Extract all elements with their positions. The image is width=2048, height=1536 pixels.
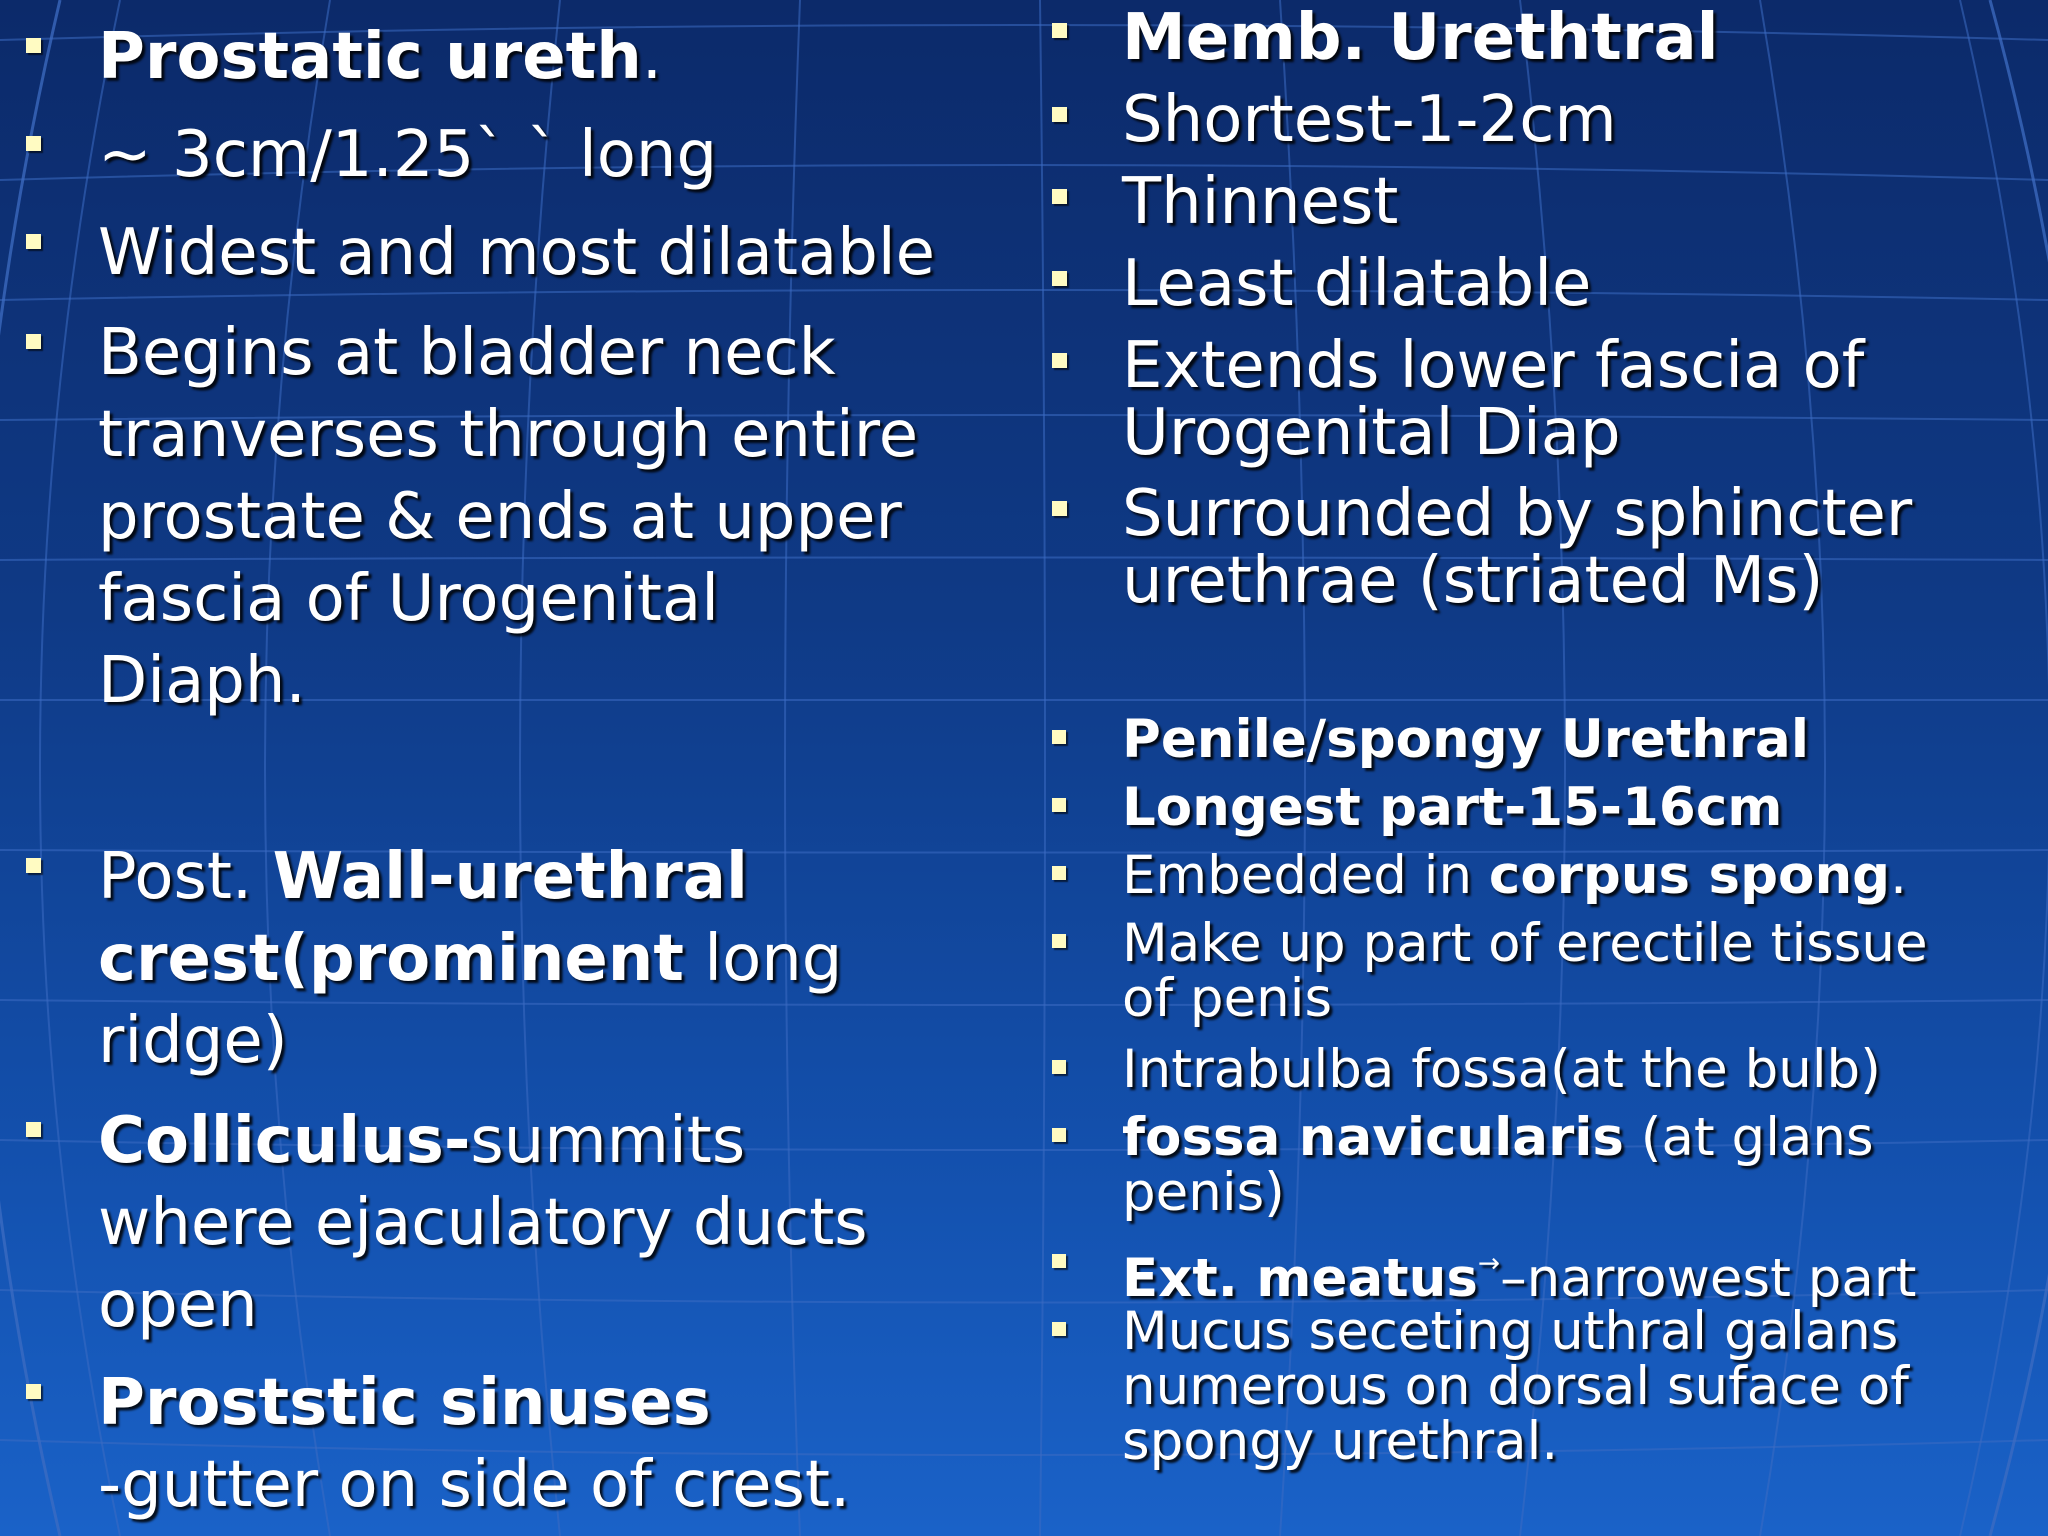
- bold-text: Proststic sinuses: [98, 1366, 711, 1440]
- plain-text: Diaph.: [98, 644, 306, 718]
- text-line: [98, 16, 662, 98]
- plain-text: Mucus seceting uthral galans: [1122, 1301, 1899, 1362]
- plain-text: urethrae (striated Ms): [1122, 544, 1824, 618]
- square-bullet-icon: [26, 234, 41, 249]
- plain-text: ridge): [98, 1004, 288, 1078]
- square-bullet-icon: [26, 1122, 41, 1137]
- plain-text: where ejaculatory ducts: [98, 1186, 868, 1260]
- bullet-text: [98, 1100, 868, 1346]
- text-line: [98, 394, 918, 476]
- bullet-text: [1122, 477, 1913, 618]
- bullet-text: [1122, 777, 1783, 838]
- square-bullet-icon: [1052, 1322, 1066, 1336]
- text-line: [98, 1444, 850, 1526]
- square-bullet-icon: [1052, 798, 1066, 812]
- bullet-text: [1122, 83, 1617, 157]
- plain-text: Begins at bladder neck: [98, 316, 836, 390]
- text-line: [98, 836, 842, 918]
- bullet-text: [1122, 913, 1928, 1029]
- plain-text: Shortest-1-2cm: [1122, 83, 1617, 157]
- bullet-text: [1122, 1039, 1881, 1100]
- plain-text: .: [1890, 845, 1907, 906]
- text-line: [1122, 777, 1783, 838]
- text-line: [98, 640, 918, 722]
- text-line: [1122, 83, 1617, 157]
- text-line: [1122, 477, 1913, 551]
- bullet-text: [98, 836, 842, 1082]
- text-line: [98, 1100, 868, 1182]
- plain-text: Embedded in: [1122, 845, 1489, 906]
- plain-text: Intrabulba fossa(at the bulb): [1122, 1039, 1881, 1100]
- plain-text: spongy urethral.: [1122, 1411, 1559, 1472]
- plain-text: fascia of Urogenital: [98, 562, 719, 636]
- square-bullet-icon: [1052, 1128, 1066, 1142]
- bullet-text: [1122, 709, 1809, 770]
- bold-text: corpus spong: [1488, 845, 1891, 906]
- plain-text: Least dilatable: [1122, 247, 1592, 321]
- square-bullet-icon: [1052, 501, 1067, 516]
- square-bullet-icon: [26, 136, 41, 151]
- text-line: [1122, 1162, 1874, 1223]
- plain-text: numerous on dorsal suface of: [1122, 1356, 1909, 1417]
- square-bullet-icon: [1052, 730, 1066, 744]
- bold-text: Colliculus-: [98, 1104, 471, 1178]
- text-line: [1122, 165, 1399, 239]
- text-line: [1122, 709, 1809, 770]
- text-line: [1122, 1, 1719, 75]
- plain-text: ~ 3cm/1.25` ` long: [98, 118, 718, 192]
- square-bullet-icon: [26, 38, 41, 53]
- bullet-text: [98, 114, 717, 196]
- bullet-text: [1122, 247, 1592, 321]
- bullet-text: [1122, 1, 1719, 75]
- plain-text: tranverses through entire: [98, 398, 919, 472]
- bold-text: Ext. meatus: [1122, 1247, 1478, 1309]
- plain-text: .: [641, 20, 663, 94]
- bullet-text: [98, 16, 662, 98]
- text-line: [1122, 329, 1865, 403]
- plain-text: –narrowest part: [1500, 1247, 1917, 1309]
- text-line: [1122, 396, 1864, 470]
- text-line: [1122, 968, 1928, 1029]
- plain-text: Post.: [98, 840, 273, 914]
- square-bullet-icon: [1052, 1060, 1066, 1074]
- plain-text: open: [98, 1268, 258, 1342]
- plain-text: -gutter on side of crest.: [98, 1448, 851, 1522]
- bullet-text: [98, 1362, 850, 1526]
- text-line: [98, 1264, 868, 1346]
- plain-text: Surrounded by sphincter: [1122, 477, 1913, 551]
- bold-text: Wall-urethral: [272, 840, 748, 914]
- text-line: [1122, 1301, 1909, 1362]
- plain-text: prostate & ends at upper: [98, 480, 902, 554]
- text-line: [98, 114, 717, 196]
- plain-text: Urogenital Diap: [1122, 396, 1621, 470]
- bullet-text: [1122, 165, 1399, 239]
- square-bullet-icon: [1052, 934, 1066, 948]
- bullet-text: [98, 212, 935, 294]
- bold-text: Prostatic ureth: [98, 20, 642, 94]
- text-line: [1122, 1411, 1909, 1472]
- bullet-text: [98, 312, 918, 722]
- text-line: [98, 312, 918, 394]
- text-line: [1122, 1107, 1874, 1168]
- plain-text: →: [1477, 1248, 1501, 1279]
- plain-text: Thinnest: [1122, 165, 1399, 239]
- square-bullet-icon: [1052, 1254, 1066, 1268]
- text-line: [1122, 544, 1912, 618]
- plain-text: (at glans: [1623, 1107, 1874, 1168]
- plain-text: penis): [1122, 1162, 1285, 1223]
- text-line: [98, 476, 918, 558]
- text-line: [98, 1362, 850, 1444]
- text-line: [1122, 1039, 1881, 1100]
- text-line: [1122, 1356, 1909, 1417]
- plain-text: Widest and most dilatable: [98, 216, 935, 290]
- square-bullet-icon: [1052, 23, 1067, 38]
- plain-text: summits: [470, 1104, 746, 1178]
- bold-text: Memb. Urethtral: [1122, 1, 1719, 75]
- text-line: [98, 918, 842, 1000]
- square-bullet-icon: [26, 858, 41, 873]
- bullet-text: [1122, 1236, 1917, 1309]
- bullet-text: [1122, 1301, 1909, 1472]
- text-line: [1122, 247, 1592, 321]
- bold-text: Longest part-15-16cm: [1122, 777, 1783, 838]
- text-line: [1122, 1236, 1917, 1309]
- plain-text: long: [683, 922, 843, 996]
- bold-text: Penile/spongy Urethral: [1122, 709, 1809, 770]
- bullet-text: [1122, 329, 1865, 470]
- square-bullet-icon: [26, 334, 41, 349]
- text-line: [98, 558, 918, 640]
- square-bullet-icon: [1052, 866, 1066, 880]
- square-bullet-icon: [1052, 353, 1067, 368]
- text-line: [98, 212, 935, 294]
- text-line: [98, 1182, 868, 1264]
- square-bullet-icon: [26, 1384, 41, 1399]
- plain-text: Extends lower fascia of: [1122, 329, 1865, 403]
- text-line: [98, 1000, 842, 1082]
- text-line: [1122, 913, 1928, 974]
- bold-text: crest(prominent: [98, 922, 684, 996]
- plain-text: Make up part of erectile tissue: [1122, 913, 1928, 974]
- square-bullet-icon: [1052, 189, 1067, 204]
- text-line: [1122, 845, 1907, 906]
- bold-text: fossa navicularis: [1122, 1107, 1624, 1168]
- bullet-text: [1122, 845, 1907, 906]
- plain-text: of penis: [1122, 968, 1333, 1029]
- square-bullet-icon: [1052, 271, 1067, 286]
- bullet-text: [1122, 1107, 1874, 1223]
- square-bullet-icon: [1052, 107, 1067, 122]
